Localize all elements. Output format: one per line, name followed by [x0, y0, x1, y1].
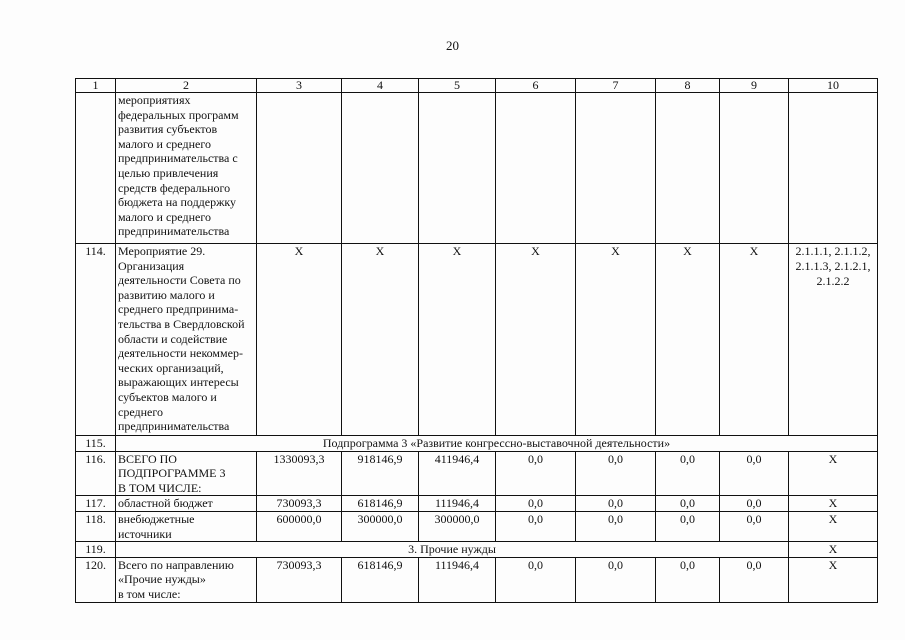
description-line: субъектов малого и [118, 389, 217, 404]
value-cell: Х [496, 244, 576, 436]
value-cell: Х [789, 511, 878, 541]
header-cell: 7 [576, 79, 656, 93]
table-row-114 [76, 244, 878, 436]
value-cell: 0,0 [576, 511, 656, 541]
row-number: 120. [76, 557, 116, 602]
value-cell [656, 93, 720, 244]
description-line: деятельности некоммер- [118, 346, 243, 361]
header-cell: 3 [257, 79, 342, 93]
value-cell: Х [789, 451, 878, 496]
header-cell: 5 [419, 79, 496, 93]
row-description [116, 496, 257, 512]
description-line: Всего по направлению [118, 557, 234, 572]
value-cell [257, 93, 342, 244]
header-cell: 2 [116, 79, 257, 93]
description-line: ВСЕГО ПО [118, 451, 177, 466]
description-line: малого и среднего [118, 209, 211, 224]
description-line: областной бюджет [118, 496, 213, 511]
row-description [116, 93, 257, 244]
value-cell [419, 93, 496, 244]
value-cell: 0,0 [720, 451, 789, 496]
value-cell: 0,0 [720, 496, 789, 512]
value-cell: 0,0 [720, 511, 789, 541]
row-number: 114. [76, 244, 116, 436]
row-number: 116. [76, 451, 116, 496]
header-row [76, 79, 878, 93]
header-cell: 9 [720, 79, 789, 93]
value-cell [496, 93, 576, 244]
value-cell: 0,0 [656, 496, 720, 512]
value-cell: 111946,4 [419, 496, 496, 512]
table-row-continuation [76, 93, 878, 244]
row-number: 119. [76, 542, 116, 558]
row-description [116, 557, 257, 602]
value-cell: Х [342, 244, 419, 436]
value-cell: 300000,0 [342, 511, 419, 541]
description-line: предпринимательства с [118, 151, 238, 166]
table-row-117 [76, 496, 878, 512]
value-cell: 0,0 [496, 511, 576, 541]
value-cell: 0,0 [576, 451, 656, 496]
header-cell: 10 [789, 79, 878, 93]
value-cell: 0,0 [656, 557, 720, 602]
description-line: бюджета на поддержку [118, 195, 237, 210]
description-line: предпринимательства [118, 419, 230, 434]
value-cell: Х [789, 557, 878, 602]
description-line: деятельности Совета по [118, 273, 241, 288]
row-number [76, 93, 116, 244]
target-code: 2.1.1.1, 2.1.1.2, [795, 244, 871, 258]
description-line: в том числе: [118, 586, 181, 601]
description-line: среднего предпринима- [118, 302, 239, 317]
description-line: ческих организаций, [118, 360, 224, 375]
value-cell: 618146,9 [342, 557, 419, 602]
description-line: среднего [118, 404, 163, 419]
description-line: развитию малого и [118, 287, 215, 302]
value-cell: 730093,3 [257, 557, 342, 602]
value-cell: 0,0 [496, 557, 576, 602]
value-cell: 0,0 [720, 557, 789, 602]
table-row-120 [76, 557, 878, 602]
budget-table [75, 78, 878, 603]
description-line: мероприятиях [118, 93, 191, 107]
description-line: источники [118, 526, 172, 541]
target-codes-cell [789, 244, 878, 436]
row-number: 115. [76, 436, 116, 452]
value-cell [720, 93, 789, 244]
table-row-118 [76, 511, 878, 541]
description-line: предпринимательства [118, 224, 230, 239]
header-cell: 8 [656, 79, 720, 93]
description-line: федеральных программ [118, 107, 239, 122]
description-line: целью привлечения [118, 165, 219, 180]
table-row-115 [76, 436, 878, 452]
value-cell: 0,0 [576, 496, 656, 512]
value-cell: 0,0 [496, 496, 576, 512]
row-description [116, 511, 257, 541]
value-cell: Х [576, 244, 656, 436]
target-code: 2.1.2.2 [816, 274, 850, 288]
description-line: Мероприятие 29. [118, 244, 206, 258]
header-cell: 6 [496, 79, 576, 93]
value-cell: Х [257, 244, 342, 436]
row-number: 118. [76, 511, 116, 541]
row-description [116, 244, 257, 436]
row-description [116, 451, 257, 496]
description-line: «Прочие нужды» [118, 572, 206, 587]
target-code: 2.1.1.3, 2.1.2.1, [795, 259, 871, 273]
header-cell: 1 [76, 79, 116, 93]
value-cell: 600000,0 [257, 511, 342, 541]
value-cell: 300000,0 [419, 511, 496, 541]
description-line: области и содействие [118, 331, 228, 346]
description-line: Организация [118, 258, 185, 273]
value-cell: 411946,4 [419, 451, 496, 496]
value-cell: 111946,4 [419, 557, 496, 602]
subprogram-title: Подпрограмма 3 «Развитие конгрессно-выставочной деятельности» [116, 436, 878, 452]
table-row-119 [76, 542, 878, 558]
value-cell: Х [656, 244, 720, 436]
value-cell: 0,0 [656, 511, 720, 541]
value-cell: 730093,3 [257, 496, 342, 512]
value-cell [789, 93, 878, 244]
description-line: развития субъектов [118, 122, 218, 137]
value-cell: Х [419, 244, 496, 436]
header-cell: 4 [342, 79, 419, 93]
description-line: внебюджетные [118, 511, 195, 526]
value-cell [576, 93, 656, 244]
value-cell: Х [720, 244, 789, 436]
value-cell: 918146,9 [342, 451, 419, 496]
value-cell: 618146,9 [342, 496, 419, 512]
value-cell: 0,0 [496, 451, 576, 496]
value-cell: 0,0 [576, 557, 656, 602]
value-cell: Х [789, 496, 878, 512]
value-cell: 0,0 [656, 451, 720, 496]
value-cell: 1330093,3 [257, 451, 342, 496]
description-line: тельства в Свердловской [118, 316, 245, 331]
value-cell [342, 93, 419, 244]
description-line: В ТОМ ЧИСЛЕ: [118, 480, 202, 495]
direction-title: 3. Прочие нужды [116, 542, 789, 558]
description-line: средств федерального [118, 180, 231, 195]
description-line: малого и среднего [118, 136, 211, 151]
row-number: 117. [76, 496, 116, 512]
value-cell: Х [789, 542, 878, 558]
page-number: 20 [446, 38, 459, 53]
description-line: ПОДПРОГРАММЕ 3 [118, 466, 226, 481]
description-line: выражающих интересы [118, 375, 239, 390]
table-row-116 [76, 451, 878, 496]
